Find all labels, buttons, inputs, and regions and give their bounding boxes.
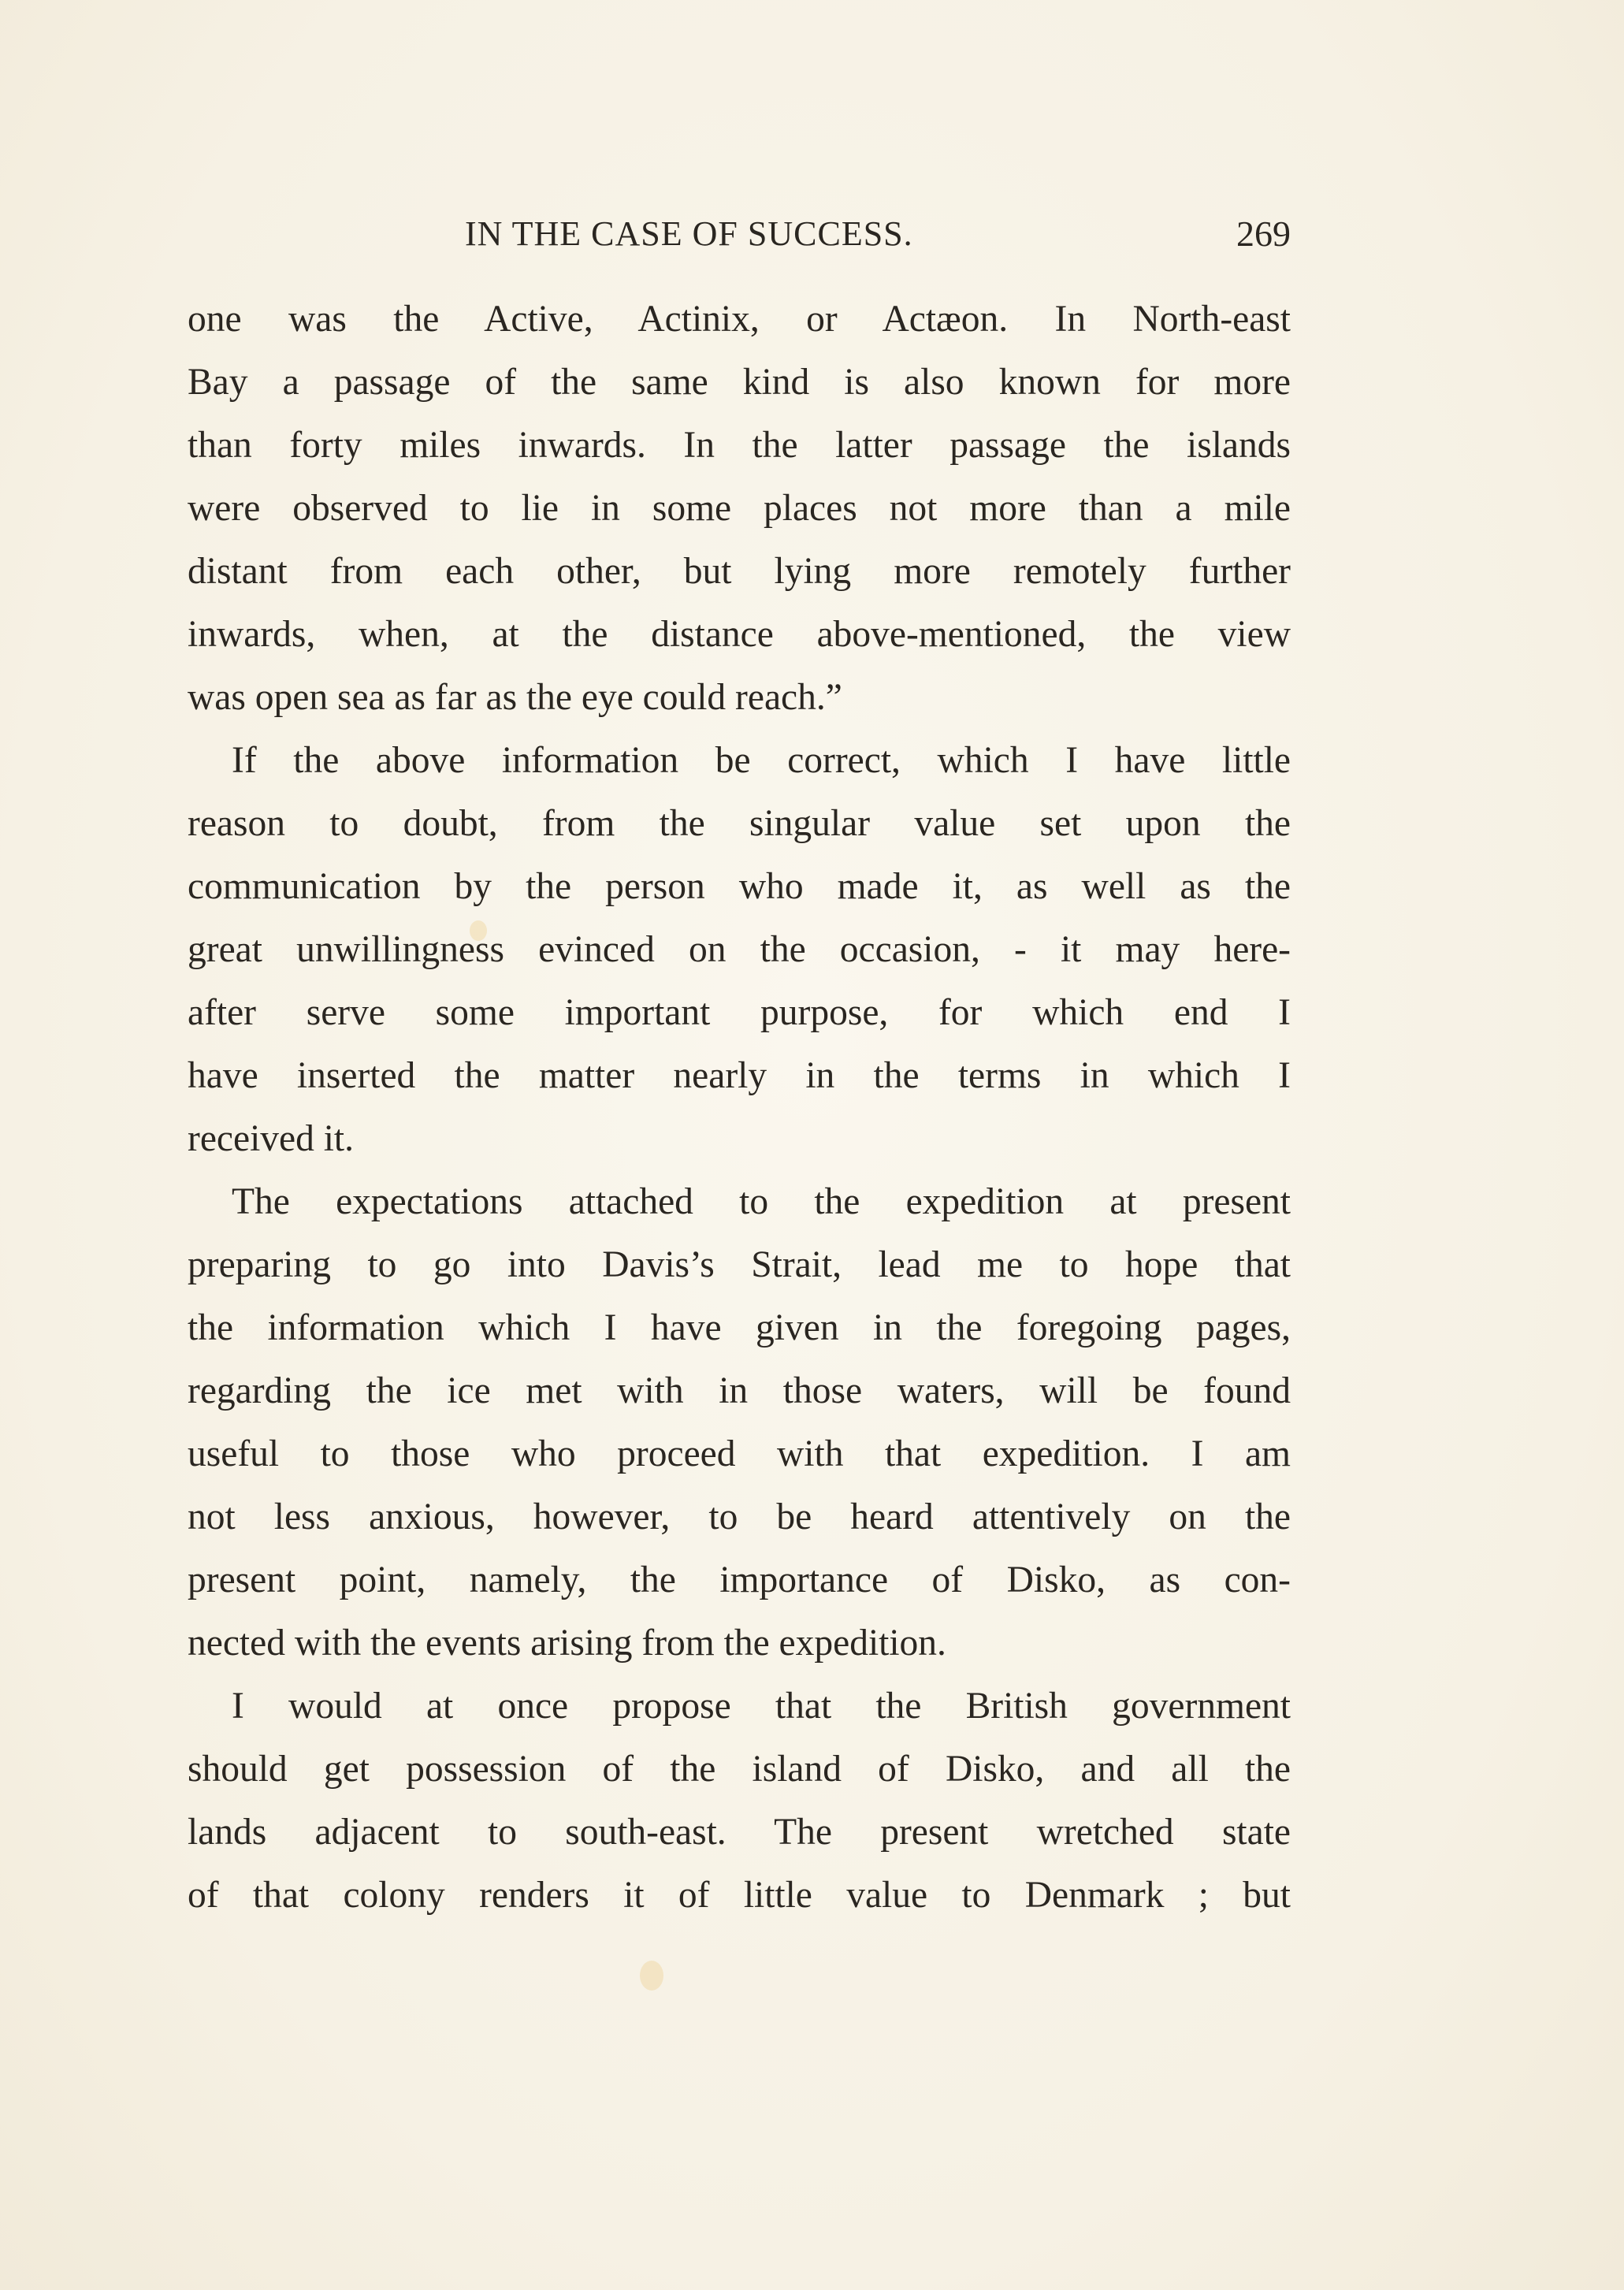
- text-line: nected with the events arising from the expedition.: [188, 1623, 946, 1664]
- text-line: communication by the person who made it, as well as the: [188, 866, 1291, 907]
- text-line: after serve some important purpose, for which end I: [188, 992, 1291, 1033]
- paper-stain: [640, 1961, 663, 1991]
- text-line: should get possession of the island of Disko, and all the: [188, 1749, 1291, 1790]
- text-line: was open sea as far as the eye could reach.”: [188, 677, 842, 718]
- text-line: distant from each other, but lying more remotely further: [188, 551, 1291, 592]
- page-number: 269: [1236, 214, 1291, 254]
- text-line: not less anxious, however, to be heard attentively on the: [188, 1496, 1291, 1537]
- text-line: than forty miles inwards. In the latter passage the islands: [188, 425, 1291, 466]
- text-line: of that colony renders it of little value to Denmark ; but: [188, 1875, 1291, 1916]
- text-line: The expectations attached to the expedition at present: [232, 1181, 1291, 1222]
- text-line: have inserted the matter nearly in the terms in which I: [188, 1055, 1291, 1096]
- text-line: preparing to go into Davis’s Strait, lead me to hope that: [188, 1244, 1291, 1285]
- text-line: the information which I have given in the foregoing pages,: [188, 1307, 1291, 1348]
- text-line: lands adjacent to south-east. The present wretched state: [188, 1812, 1291, 1853]
- text-line: I would at once propose that the British government: [232, 1686, 1291, 1727]
- text-line: received it.: [188, 1118, 354, 1159]
- running-head: IN THE CASE OF SUCCESS.: [465, 214, 913, 253]
- text-line: reason to doubt, from the singular value set upon the: [188, 803, 1291, 844]
- text-line: great unwillingness evinced on the occasion, - it may here-: [188, 929, 1291, 970]
- text-line: were observed to lie in some places not more than a mile: [188, 488, 1291, 529]
- text-line: present point, namely, the importance of Disko, as con-: [188, 1560, 1291, 1600]
- text-line: inwards, when, at the distance above-mentioned, the view: [188, 614, 1291, 655]
- text-line: If the above information be correct, which I have little: [232, 740, 1291, 781]
- body-text: [188, 288, 1291, 1927]
- text-line: Bay a passage of the same kind is also known for more: [188, 362, 1291, 403]
- text-line: regarding the ice met with in those waters, will be found: [188, 1370, 1291, 1411]
- page-header: [188, 206, 1291, 262]
- text-line: useful to those who proceed with that expedition. I am: [188, 1433, 1291, 1474]
- text-line: one was the Active, Actinix, or Actæon. In North-east: [188, 299, 1291, 340]
